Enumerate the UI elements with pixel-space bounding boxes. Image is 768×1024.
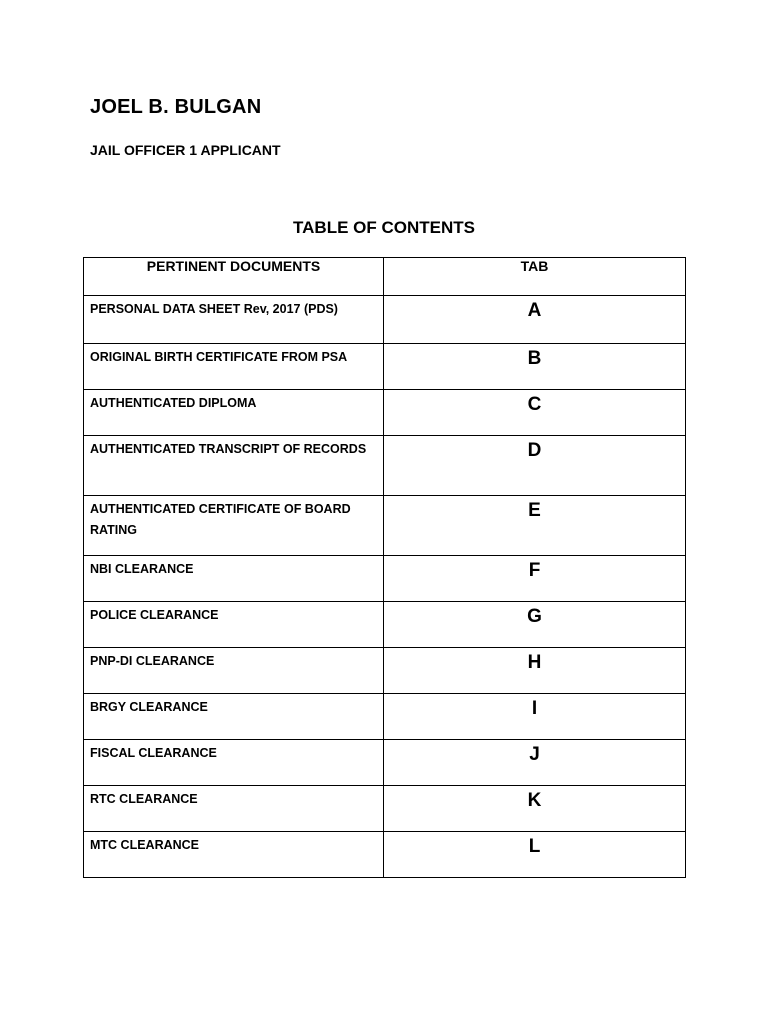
tab-cell: G xyxy=(384,602,686,648)
applicant-name: JOEL B. BULGAN xyxy=(90,96,262,118)
tab-cell: K xyxy=(384,786,686,832)
document-cell: PNP-DI CLEARANCE xyxy=(84,648,384,694)
document-cell: AUTHENTICATED DIPLOMA xyxy=(84,390,384,436)
tab-cell: J xyxy=(384,740,686,786)
document-cell: BRGY CLEARANCE xyxy=(84,694,384,740)
table-row xyxy=(84,694,686,740)
table-row xyxy=(84,648,686,694)
table-row xyxy=(84,436,686,496)
document-cell: RTC CLEARANCE xyxy=(84,786,384,832)
table-row xyxy=(84,296,686,344)
table-row xyxy=(84,602,686,648)
document-cell: NBI CLEARANCE xyxy=(84,556,384,602)
column-header-documents: PERTINENT DOCUMENTS xyxy=(84,258,384,296)
tab-cell: D xyxy=(384,436,686,496)
document-cell: MTC CLEARANCE xyxy=(84,832,384,878)
table-row xyxy=(84,786,686,832)
tab-cell: H xyxy=(384,648,686,694)
tab-cell: L xyxy=(384,832,686,878)
document-cell: ORIGINAL BIRTH CERTIFICATE FROM PSA xyxy=(84,344,384,390)
document-cell: AUTHENTICATED TRANSCRIPT OF RECORDS xyxy=(84,436,384,496)
document-cell: POLICE CLEARANCE xyxy=(84,602,384,648)
document-cell: PERSONAL DATA SHEET Rev, 2017 (PDS) xyxy=(84,296,384,344)
document-cell: FISCAL CLEARANCE xyxy=(84,740,384,786)
tab-cell: F xyxy=(384,556,686,602)
tab-cell: A xyxy=(384,296,686,344)
table-row xyxy=(84,832,686,878)
table-row xyxy=(84,556,686,602)
column-header-tab: TAB xyxy=(384,258,686,296)
tab-cell: E xyxy=(384,496,686,556)
tab-cell: I xyxy=(384,694,686,740)
tab-cell: B xyxy=(384,344,686,390)
toc-title: TABLE OF CONTENTS xyxy=(293,218,475,237)
table-row xyxy=(84,740,686,786)
tab-cell: C xyxy=(384,390,686,436)
table-header-row xyxy=(84,258,686,296)
toc-table xyxy=(83,257,686,878)
table-row xyxy=(84,344,686,390)
table-row xyxy=(84,496,686,556)
applicant-position: JAIL OFFICER 1 APPLICANT xyxy=(90,142,281,158)
table-row xyxy=(84,390,686,436)
document-cell: AUTHENTICATED CERTIFICATE OF BOARD RATING xyxy=(84,496,384,556)
